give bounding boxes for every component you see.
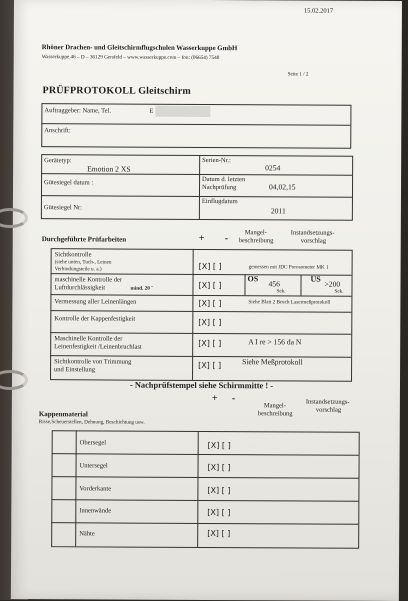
datum-letzten-label-2: Nachprüfung bbox=[202, 183, 237, 192]
canopy-row-1-marks[interactable]: [X] [ ] bbox=[207, 441, 231, 451]
checks-mangel-2: beschreibung bbox=[238, 237, 274, 245]
checks-minus: - bbox=[224, 233, 229, 245]
os-unit: Sek. bbox=[276, 288, 286, 295]
check-row-1-line-2: (siehe unten, Tuch-, Leinen bbox=[54, 259, 112, 266]
us-label: US bbox=[310, 274, 321, 284]
canopy-mangel-1: Mangel- bbox=[263, 402, 286, 410]
serien-value: 0254 bbox=[265, 163, 281, 173]
stamp-note: - Nachprüfstempel siehe Schirmmitte ! - bbox=[129, 380, 274, 391]
canopy-mangel-2: beschreibung bbox=[257, 410, 293, 418]
check-row-5-line-2: Leinenfestigkeit /Leinenbruchlast bbox=[54, 343, 142, 351]
us-value: >200 bbox=[324, 279, 341, 289]
checks-instand-1: Instandsetzungs- bbox=[290, 229, 335, 237]
check-row-6-note: Siehe Meßprotokoll bbox=[242, 357, 303, 367]
os-value: 456 bbox=[268, 279, 280, 289]
check-row-1-note: gemessen mit JDC Porosometer MK 1 bbox=[248, 264, 329, 271]
check-row-4-marks[interactable]: [X] [ ] bbox=[198, 317, 222, 328]
canopy-row-innenwaende: Innenwände bbox=[79, 507, 112, 515]
check-row-5-line-1: Maschinelle Kontrolle der bbox=[54, 335, 123, 343]
check-row-6-marks[interactable]: [X] [ ] bbox=[198, 360, 222, 371]
canopy-instand-1: Instandsetzungs- bbox=[305, 398, 350, 406]
auftraggeber-label: Auftraggeber: Name, Tel. bbox=[44, 107, 112, 115]
canopy-minus: - bbox=[231, 393, 236, 405]
einflugdatum-label: Einflugdatum bbox=[201, 197, 238, 206]
canopy-row-2-marks[interactable]: [X] [ ] bbox=[207, 463, 231, 473]
canopy-row-obersegel: Obersegel bbox=[79, 439, 107, 447]
canopy-row-3-marks[interactable]: [X] [ ] bbox=[207, 486, 231, 496]
guetesiegel-nr-label: Gütesiegel Nr: bbox=[43, 204, 83, 212]
check-row-2-min: mind. 20 ˝ bbox=[130, 285, 153, 292]
redacted-name bbox=[155, 106, 210, 117]
canopy-row-5-marks[interactable]: [X] [ ] bbox=[207, 529, 231, 539]
page-number: Seite 1 / 2 bbox=[287, 71, 309, 78]
company-name: Rhöner Drachen- und Gleitschirmflugschulen Wasserkuppe GmbH bbox=[41, 44, 238, 53]
check-row-2-line-1: maschinelle Kontrolle der bbox=[54, 276, 123, 284]
anschrift-label: Anschrift: bbox=[44, 127, 71, 135]
check-row-6-line-2: und Einstellung bbox=[54, 366, 96, 374]
canopy-row-4-marks[interactable]: [X] [ ] bbox=[207, 508, 231, 518]
check-row-3-note: Siehe Blatt 2 Bosch Lasermeßprotokoll bbox=[248, 299, 331, 306]
check-row-5-marks[interactable]: [X] [ ] bbox=[198, 338, 222, 349]
canopy-row-naehte: Nähte bbox=[79, 530, 95, 538]
canopy-heading: Kappenmaterial bbox=[38, 410, 88, 419]
checks-plus: + bbox=[198, 232, 205, 244]
protocol-sheet bbox=[11, 0, 402, 601]
checks-mangel-1: Mangel- bbox=[244, 229, 267, 237]
os-divider-mid bbox=[300, 274, 301, 295]
check-row-4-line-1: Kontrolle der Kappenfestigkeit bbox=[54, 315, 136, 323]
page-title: PRÜFPROTOKOLL Gleitschirm bbox=[42, 85, 191, 97]
os-divider-left bbox=[244, 274, 245, 295]
canopy-row-untersegel: Untersegel bbox=[79, 462, 108, 470]
canopy-row-vorderkante: Vorderkante bbox=[79, 485, 112, 493]
company-address: Wasserkuppe 46 – D – 36129 Gersfeld – www.wasserkuppe.com – fon: (06654) 7548 bbox=[41, 54, 220, 62]
check-row-2-line-2: Luftdurchlässigkeit bbox=[54, 284, 106, 292]
check-row-5-note: A I re > 156 da N bbox=[248, 337, 302, 347]
auftraggeber-value: E bbox=[149, 107, 154, 115]
geraetetyp-value: Emotion 2 XS bbox=[87, 164, 131, 174]
geraetetyp-label: Gerätetyp: bbox=[44, 157, 72, 165]
document-date: 15.02.2017 bbox=[303, 7, 334, 15]
canopy-plus: + bbox=[211, 393, 218, 405]
check-row-6-line-1: Sichtkontrolle von Trimmung bbox=[54, 358, 132, 366]
datum-letzten-label-1: Datum d. letzten bbox=[202, 175, 246, 184]
checks-instand-2: vorschlag bbox=[300, 237, 327, 245]
serien-label: Serien-Nr.: bbox=[202, 156, 231, 165]
checks-heading: Durchgeführte Prüfarbeiten bbox=[41, 235, 127, 244]
check-row-1-marks[interactable]: [X] [ ] bbox=[198, 261, 222, 272]
os-label: OS bbox=[247, 274, 259, 284]
datum-letzten-value: 04,02,15 bbox=[268, 182, 296, 192]
canopy-instand-2: vorschlag bbox=[315, 406, 342, 414]
check-row-1-line-1: Sichtkontrolle bbox=[54, 251, 92, 259]
check-row-3-line-1: Vermessung aller Leinenlängen bbox=[54, 298, 137, 306]
check-row-3-marks[interactable]: [X] [ ] bbox=[198, 298, 222, 309]
check-row-1-line-3: Verbindungsteile u. a.) bbox=[54, 266, 102, 273]
us-unit: Sek. bbox=[334, 288, 344, 295]
check-row-2-marks[interactable]: [X] [ ] bbox=[198, 280, 222, 291]
canopy-subheading: Risse,Scheuerstellen, Dehnung, Beschichtung usw. bbox=[38, 419, 145, 426]
guetesiegel-datum-label: Gütesiegel datum : bbox=[44, 179, 94, 187]
einflugdatum-value: 2011 bbox=[270, 206, 286, 216]
